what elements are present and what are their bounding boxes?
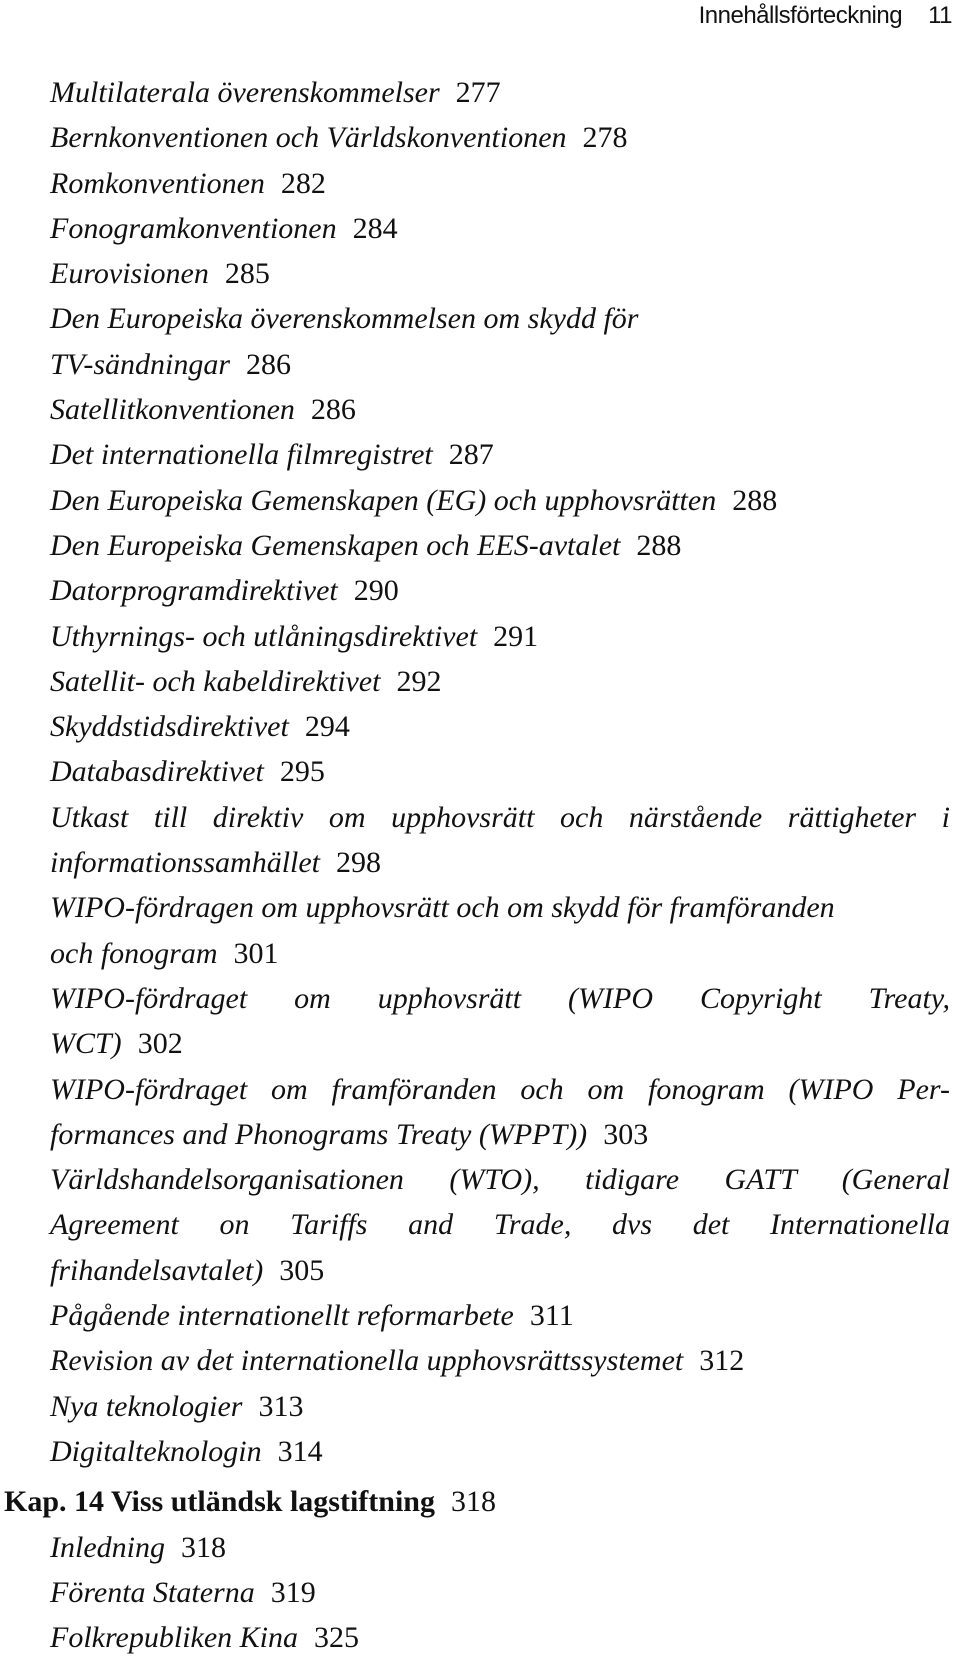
toc-entry xyxy=(0,614,960,659)
toc-entry-line xyxy=(0,885,960,930)
toc-entry xyxy=(0,1525,960,1570)
toc-entry-title: Satellitkonventionen xyxy=(50,393,295,427)
toc-entry-page: 284 xyxy=(352,211,398,245)
toc-entry-line xyxy=(0,1202,950,1247)
toc-entry-title: WIPO-fördragen om upphovsrätt och om skydd för framföranden xyxy=(50,891,835,925)
toc-entry-title: Multilaterala överenskommelser xyxy=(50,76,440,109)
toc-entry xyxy=(0,1248,960,1293)
toc-entry-page: 295 xyxy=(279,755,325,789)
toc-entry-page: 301 xyxy=(233,936,279,970)
toc-entry-page: 318 xyxy=(180,1530,226,1564)
toc-entry-line xyxy=(0,1157,950,1202)
toc-entry xyxy=(0,70,960,115)
toc-entry-page: 278 xyxy=(582,121,628,155)
toc-entry-title: frihandelsavtalet) xyxy=(50,1253,264,1287)
toc-entry-title: Bernkonventionen och Världskonventionen xyxy=(50,121,567,155)
toc-entry-page: 314 xyxy=(277,1434,323,1468)
toc-entry-page: 277 xyxy=(455,76,501,109)
toc-entry-page: 285 xyxy=(224,257,270,291)
toc-entry-title: Romkonventionen xyxy=(50,166,265,200)
toc-entry-title: Skyddstidsdirektivet xyxy=(50,710,289,744)
toc-entry-title: Digitalteknologin xyxy=(50,1434,262,1468)
toc-entry xyxy=(0,251,960,296)
toc-entry-title: TV-sändningar xyxy=(50,347,231,381)
table-of-contents xyxy=(0,70,960,1660)
running-head xyxy=(640,2,952,30)
toc-entry xyxy=(0,1384,960,1429)
toc-entry-page: 286 xyxy=(310,393,356,427)
toc-entry-page: 303 xyxy=(603,1117,649,1151)
toc-entry-line xyxy=(0,296,960,341)
toc-entry-title: Agreement on Tariffs and Trade, dvs det Internationella xyxy=(50,1208,950,1242)
toc-entry-page: 298 xyxy=(336,846,382,880)
toc-entry xyxy=(0,749,960,794)
toc-entry xyxy=(0,840,960,885)
toc-entry xyxy=(0,161,960,206)
toc-entry-title: Databasdirektivet xyxy=(50,755,264,789)
toc-entry-page: 282 xyxy=(280,166,326,200)
toc-entry-title: Den Europeiska Gemenskapen (EG) och upphovsrätten xyxy=(50,483,717,517)
toc-entry-page: 286 xyxy=(246,347,292,381)
toc-entry-title: informationssamhället xyxy=(50,846,321,880)
toc-entry xyxy=(0,1021,960,1066)
toc-entry-page: 312 xyxy=(699,1344,745,1378)
chapter-page: 318 xyxy=(450,1485,496,1519)
toc-entry xyxy=(0,432,960,477)
toc-entry-page: 290 xyxy=(353,574,399,608)
toc-entry-page: 319 xyxy=(270,1575,316,1609)
toc-entry-page: 292 xyxy=(396,664,442,698)
toc-entry-page: 325 xyxy=(314,1621,359,1655)
toc-entry-page: 294 xyxy=(304,710,350,744)
toc-entry-title: Eurovisionen xyxy=(50,257,209,291)
toc-entry-page: 305 xyxy=(279,1253,325,1287)
toc-entry-title: Den Europeiska Gemenskapen och EES-avtalet xyxy=(50,528,621,562)
toc-entry-title: WCT) xyxy=(50,1027,122,1061)
toc-entry-page: 291 xyxy=(493,619,539,653)
toc-entry xyxy=(0,478,960,523)
toc-entry xyxy=(0,1112,960,1157)
toc-entry-page: 311 xyxy=(529,1299,574,1333)
toc-entry-title: Världshandelsorganisationen (WTO), tidigare GATT (General xyxy=(50,1163,950,1197)
toc-entry-title: formances and Phonograms Treaty (WPPT)) xyxy=(50,1117,588,1151)
toc-entry-title: Uthyrnings- och utlåningsdirektivet xyxy=(50,619,478,653)
toc-entry xyxy=(0,704,960,749)
toc-entry xyxy=(0,568,960,613)
chapter-title: Kap. 14 Viss utländsk lagstiftning xyxy=(4,1485,435,1519)
toc-entry xyxy=(0,1338,960,1383)
toc-entry xyxy=(0,206,960,251)
toc-entry xyxy=(0,1429,960,1474)
chapter-heading xyxy=(0,1479,960,1524)
toc-entry-page: 302 xyxy=(137,1027,183,1061)
running-head-title: Innehållsförteckning xyxy=(698,2,903,29)
toc-entry-page: 288 xyxy=(732,483,778,517)
toc-entry-title: WIPO-fördraget om framföranden och om fonogram (WIPO Per- xyxy=(50,1072,950,1106)
toc-entry xyxy=(0,931,960,976)
toc-entry-page: 313 xyxy=(258,1389,304,1423)
toc-entry-title: Pågående internationellt reformarbete xyxy=(50,1299,514,1333)
toc-entry-page: 288 xyxy=(636,528,682,562)
toc-entry-title: Revision av det internationella upphovsrättssystemet xyxy=(50,1344,684,1378)
toc-entry-title: Folkrepubliken Kina xyxy=(50,1621,298,1655)
toc-entry-title: och fonogram xyxy=(50,936,218,970)
toc-entry xyxy=(0,659,960,704)
toc-entry xyxy=(0,1570,960,1615)
toc-entry xyxy=(0,342,960,387)
toc-entry-page: 287 xyxy=(448,438,494,472)
toc-entry-title: Nya teknologier xyxy=(50,1389,243,1423)
toc-entry xyxy=(0,1293,960,1338)
toc-entry xyxy=(0,1615,960,1660)
toc-entry-line xyxy=(0,795,950,840)
toc-entry xyxy=(0,523,960,568)
toc-entry xyxy=(0,387,960,432)
toc-entry-line xyxy=(0,1067,950,1112)
toc-entry-title: Inledning xyxy=(50,1530,165,1564)
toc-entry-title: Den Europeiska överenskommelsen om skydd för xyxy=(50,302,639,336)
toc-entry xyxy=(0,115,960,160)
toc-entry-title: Utkast till direktiv om upphovsrätt och närstående rättigheter i xyxy=(50,800,950,834)
toc-entry-title: Datorprogramdirektivet xyxy=(50,574,338,608)
toc-entry-title: Förenta Staterna xyxy=(50,1575,255,1609)
toc-entry-title: Det internationella filmregistret xyxy=(50,438,433,472)
toc-entry-line xyxy=(0,976,950,1021)
page-number: 11 xyxy=(928,2,952,29)
toc-entry-title: Satellit- och kabeldirektivet xyxy=(50,664,381,698)
toc-entry-title: Fonogramkonventionen xyxy=(50,211,337,245)
toc-entry-title: WIPO-fördraget om upphovsrätt (WIPO Copyright Treaty, xyxy=(50,981,950,1015)
